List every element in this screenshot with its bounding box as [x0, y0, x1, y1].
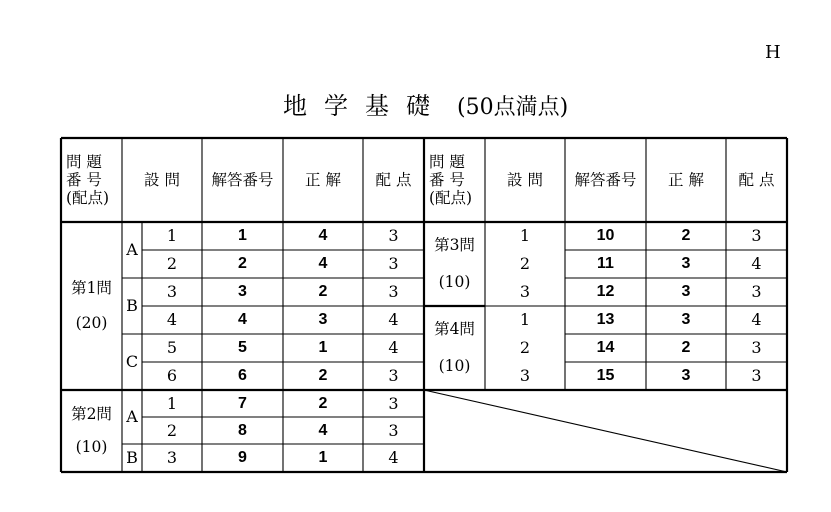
answer-no-cell: 5	[238, 339, 247, 356]
points-cell: 3	[388, 393, 399, 413]
sub-question-cell: 6	[166, 366, 178, 385]
sub-question-cell: 3	[166, 282, 178, 301]
sub-question-cell: 1	[166, 393, 178, 413]
correct-answer-cell: 3	[681, 367, 691, 384]
group-name: 第1問	[71, 278, 112, 297]
answer-no-cell: 14	[596, 339, 615, 356]
points-cell: 3	[751, 338, 762, 357]
answer-no-cell: 10	[596, 227, 615, 244]
group-score: (20)	[75, 314, 108, 332]
points-cell: 3	[751, 366, 762, 385]
answer-no-cell: 2	[238, 255, 247, 272]
group-1-label	[61, 222, 122, 390]
correct-answer-cell: 2	[681, 339, 691, 356]
group-score: (10)	[438, 273, 471, 291]
subject-title: 地学基礎	[283, 92, 447, 120]
points-cell: 4	[388, 338, 399, 357]
subgroup-label: B	[126, 448, 138, 467]
answer-no-cell: 9	[238, 449, 247, 466]
subgroup-label: A	[126, 407, 138, 426]
sub-question-cell: 1	[519, 226, 531, 245]
sub-question-cell: 5	[166, 338, 178, 357]
sub-question-cell: 2	[519, 254, 531, 273]
points-cell: 4	[751, 310, 762, 329]
answer-key-table	[61, 138, 787, 472]
correct-answer-cell: 4	[318, 421, 328, 439]
page-title	[283, 86, 568, 121]
correct-answer-cell: 3	[318, 311, 328, 328]
answer-no-cell: 6	[238, 367, 247, 384]
answer-no-cell: 11	[597, 255, 614, 272]
correct-answer-cell: 1	[318, 339, 328, 356]
corner-label: H	[765, 42, 781, 63]
answer-no-cell: 12	[596, 283, 615, 300]
points-cell: 3	[751, 226, 762, 245]
header-correct-left: 正 解	[305, 170, 341, 189]
header-question-no-left: 問 題 番 号 (配点)	[66, 152, 110, 208]
header-answer-no-right: 解答番号	[574, 170, 637, 189]
points-cell: 4	[388, 448, 399, 467]
points-cell: 3	[751, 282, 762, 301]
correct-answer-cell: 2	[318, 283, 328, 300]
header-question-no-right: 問 題 番 号 (配点)	[429, 152, 473, 208]
sub-question-cell: 2	[166, 420, 178, 440]
sub-question-cell: 4	[166, 310, 178, 329]
group-name: 第4問	[434, 319, 475, 338]
subgroup-label: C	[125, 352, 139, 371]
header-sub-question-left: 設 問	[144, 170, 180, 189]
answer-no-cell: 13	[596, 311, 615, 328]
correct-answer-cell: 3	[681, 283, 691, 300]
header-points-left: 配 点	[375, 170, 412, 189]
group-name: 第3問	[434, 235, 475, 254]
group-2-label	[61, 390, 122, 472]
points-cell: 3	[388, 282, 399, 301]
group-3-label	[424, 222, 485, 306]
correct-answer-cell: 4	[318, 255, 328, 272]
empty-area-diagonal	[424, 390, 787, 472]
subgroup-label: A	[126, 240, 138, 259]
answer-no-cell: 1	[238, 227, 247, 244]
correct-answer-cell: 3	[681, 311, 691, 328]
correct-answer-cell: 2	[318, 367, 328, 384]
points-cell: 3	[388, 226, 399, 245]
correct-answer-cell: 4	[318, 227, 328, 244]
correct-answer-cell: 2	[681, 227, 691, 244]
sub-question-cell: 1	[519, 310, 531, 329]
group-score: (10)	[75, 438, 108, 456]
group-name: 第2問	[71, 404, 112, 423]
group-4-label	[424, 306, 485, 390]
correct-answer-cell: 2	[318, 394, 328, 412]
answer-no-cell: 8	[238, 421, 247, 439]
points-cell: 3	[388, 366, 399, 385]
answer-no-cell: 15	[596, 367, 615, 384]
sub-question-cell: 3	[519, 282, 531, 301]
header-answer-no-left: 解答番号	[211, 170, 274, 189]
header-correct-right: 正 解	[668, 170, 704, 189]
header-sub-question-right: 設 問	[507, 170, 543, 189]
sub-question-cell: 3	[519, 366, 531, 385]
subgroup-label: B	[126, 296, 138, 315]
points-cell: 4	[751, 254, 762, 273]
sub-question-cell: 2	[166, 254, 178, 273]
points-cell: 3	[388, 420, 399, 440]
sub-question-cell: 2	[519, 338, 531, 357]
answer-no-cell: 4	[238, 311, 247, 328]
correct-answer-cell: 3	[681, 255, 691, 272]
group-score: (10)	[438, 357, 471, 375]
sub-question-cell: 3	[166, 448, 178, 467]
answer-no-cell: 7	[238, 394, 247, 412]
correct-answer-cell: 1	[318, 449, 328, 466]
answer-no-cell: 3	[238, 283, 247, 300]
header-points-right: 配 点	[738, 170, 775, 189]
points-cell: 3	[388, 254, 399, 273]
total-points: (50点満点)	[457, 95, 569, 120]
sub-question-cell: 1	[166, 226, 178, 245]
points-cell: 4	[388, 310, 399, 329]
